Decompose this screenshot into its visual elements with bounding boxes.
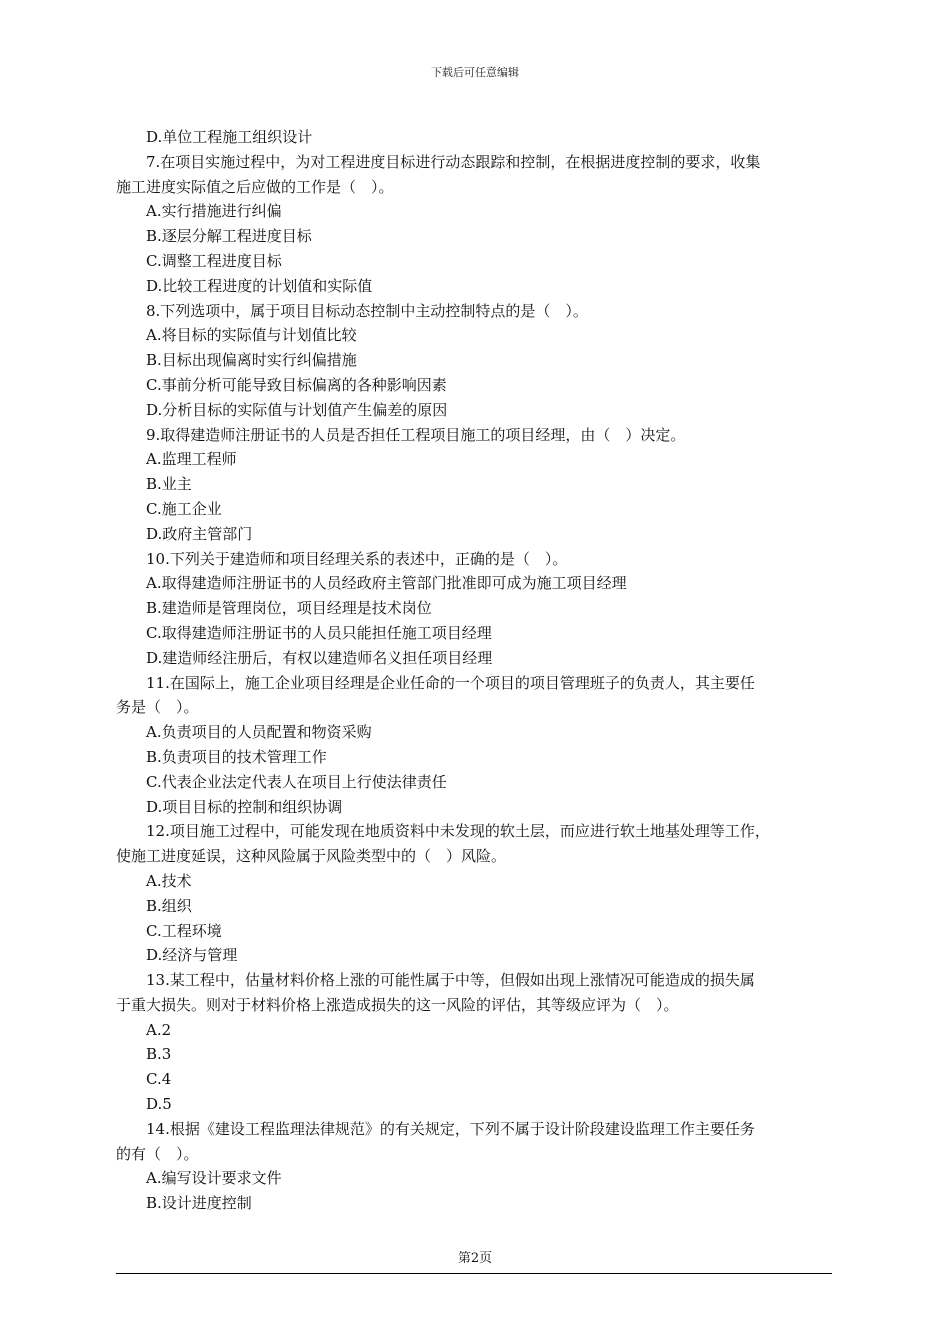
text-line: A.实行措施进行纠偏	[146, 202, 282, 221]
text-line: C.调整工程进度目标	[146, 251, 282, 270]
text-line: C.取得建造师注册证书的人员只能担任施工项目经理	[146, 623, 492, 642]
text-line: D.5	[146, 1095, 172, 1114]
text-line: A.取得建造师注册证书的人员经政府主管部门批准即可成为施工项目经理	[146, 574, 627, 593]
text-line: C.4	[146, 1070, 172, 1089]
text-line: B.设计进度控制	[146, 1194, 252, 1213]
text-line: D.经济与管理	[146, 946, 238, 965]
text-line: B.3	[146, 1045, 172, 1064]
text-line: D.项目目标的控制和组织协调	[146, 797, 343, 816]
text-line: C.代表企业法定代表人在项目上行使法律责任	[146, 772, 447, 791]
header-note: 下载后可任意编辑	[431, 66, 519, 79]
text-line: D.政府主管部门	[146, 524, 253, 543]
text-line: D.单位工程施工组织设计	[146, 128, 313, 146]
text-line: C.施工企业	[146, 499, 222, 518]
text-line: 7.在项目实施过程中，为对工程进度目标进行动态跟踪和控制，在根据进度控制的要求，收集	[146, 152, 761, 171]
text-line: A.负责项目的人员配置和物资采购	[146, 723, 372, 742]
text-line: 务是（ ）。	[116, 698, 199, 717]
text-line: B.负责项目的技术管理工作	[146, 747, 327, 766]
text-line: B.组织	[146, 896, 192, 915]
text-line: 8.下列选项中，属于项目目标动态控制中主动控制特点的是（ ）。	[146, 301, 588, 320]
text-line: C.事前分析可能导致目标偏离的各种影响因素	[146, 375, 447, 394]
text-line: 14.根据《建设工程监理法律规范》的有关规定，下列不属于设计阶段建设监理工作主要任务	[146, 1119, 755, 1138]
text-line: 13.某工程中，估量材料价格上涨的可能性属于中等，但假如出现上涨情况可能造成的损失属	[146, 971, 755, 990]
text-line: D.比较工程进度的计划值和实际值	[146, 276, 373, 295]
text-line: A.编写设计要求文件	[146, 1169, 282, 1188]
text-line: 于重大损失。则对于材料价格上涨造成损失的这一风险的评估，其等级应评为（ ）。	[116, 995, 679, 1014]
text-line: C.工程环境	[146, 921, 222, 940]
text-line: A.将目标的实际值与计划值比较	[146, 326, 357, 345]
text-line: B.业主	[146, 475, 192, 494]
text-line: A.技术	[146, 871, 192, 890]
text-line: 12.项目施工过程中，可能发现在地质资料中未发现的软土层，而应进行软土地基处理等工作，	[146, 822, 770, 841]
text-line: A.2	[146, 1020, 172, 1039]
text-line: D.分析目标的实际值与计划值产生偏差的原因	[146, 400, 448, 419]
text-line: 施工进度实际值之后应做的工作是（ ）。	[116, 177, 394, 196]
text-line: 11.在国际上，施工企业项目经理是企业任命的一个项目的项目管理班子的负责人，其主要任	[146, 673, 755, 692]
text-line: 9.取得建造师注册证书的人员是否担任工程项目施工的项目经理，由（ ）决定。	[146, 425, 686, 444]
text-line: B.建造师是管理岗位，项目经理是技术岗位	[146, 599, 432, 618]
text-line: 的有（ ）。	[116, 1144, 199, 1163]
document-body	[116, 125, 832, 1216]
text-line: A.监理工程师	[146, 450, 237, 469]
text-line: 使施工进度延误，这种风险属于风险类型中的（ ）风险。	[116, 847, 507, 866]
page-number: 第2页	[457, 1251, 493, 1266]
text-line: B.目标出现偏离时实行纠偏措施	[146, 351, 357, 370]
text-line: B.逐层分解工程进度目标	[146, 227, 312, 246]
footer-rule	[116, 1273, 832, 1274]
text-line: 10.下列关于建造师和项目经理关系的表述中，正确的是（ ）。	[146, 549, 568, 568]
text-line: D.建造师经注册后，有权以建造师名义担任项目经理	[146, 648, 493, 667]
